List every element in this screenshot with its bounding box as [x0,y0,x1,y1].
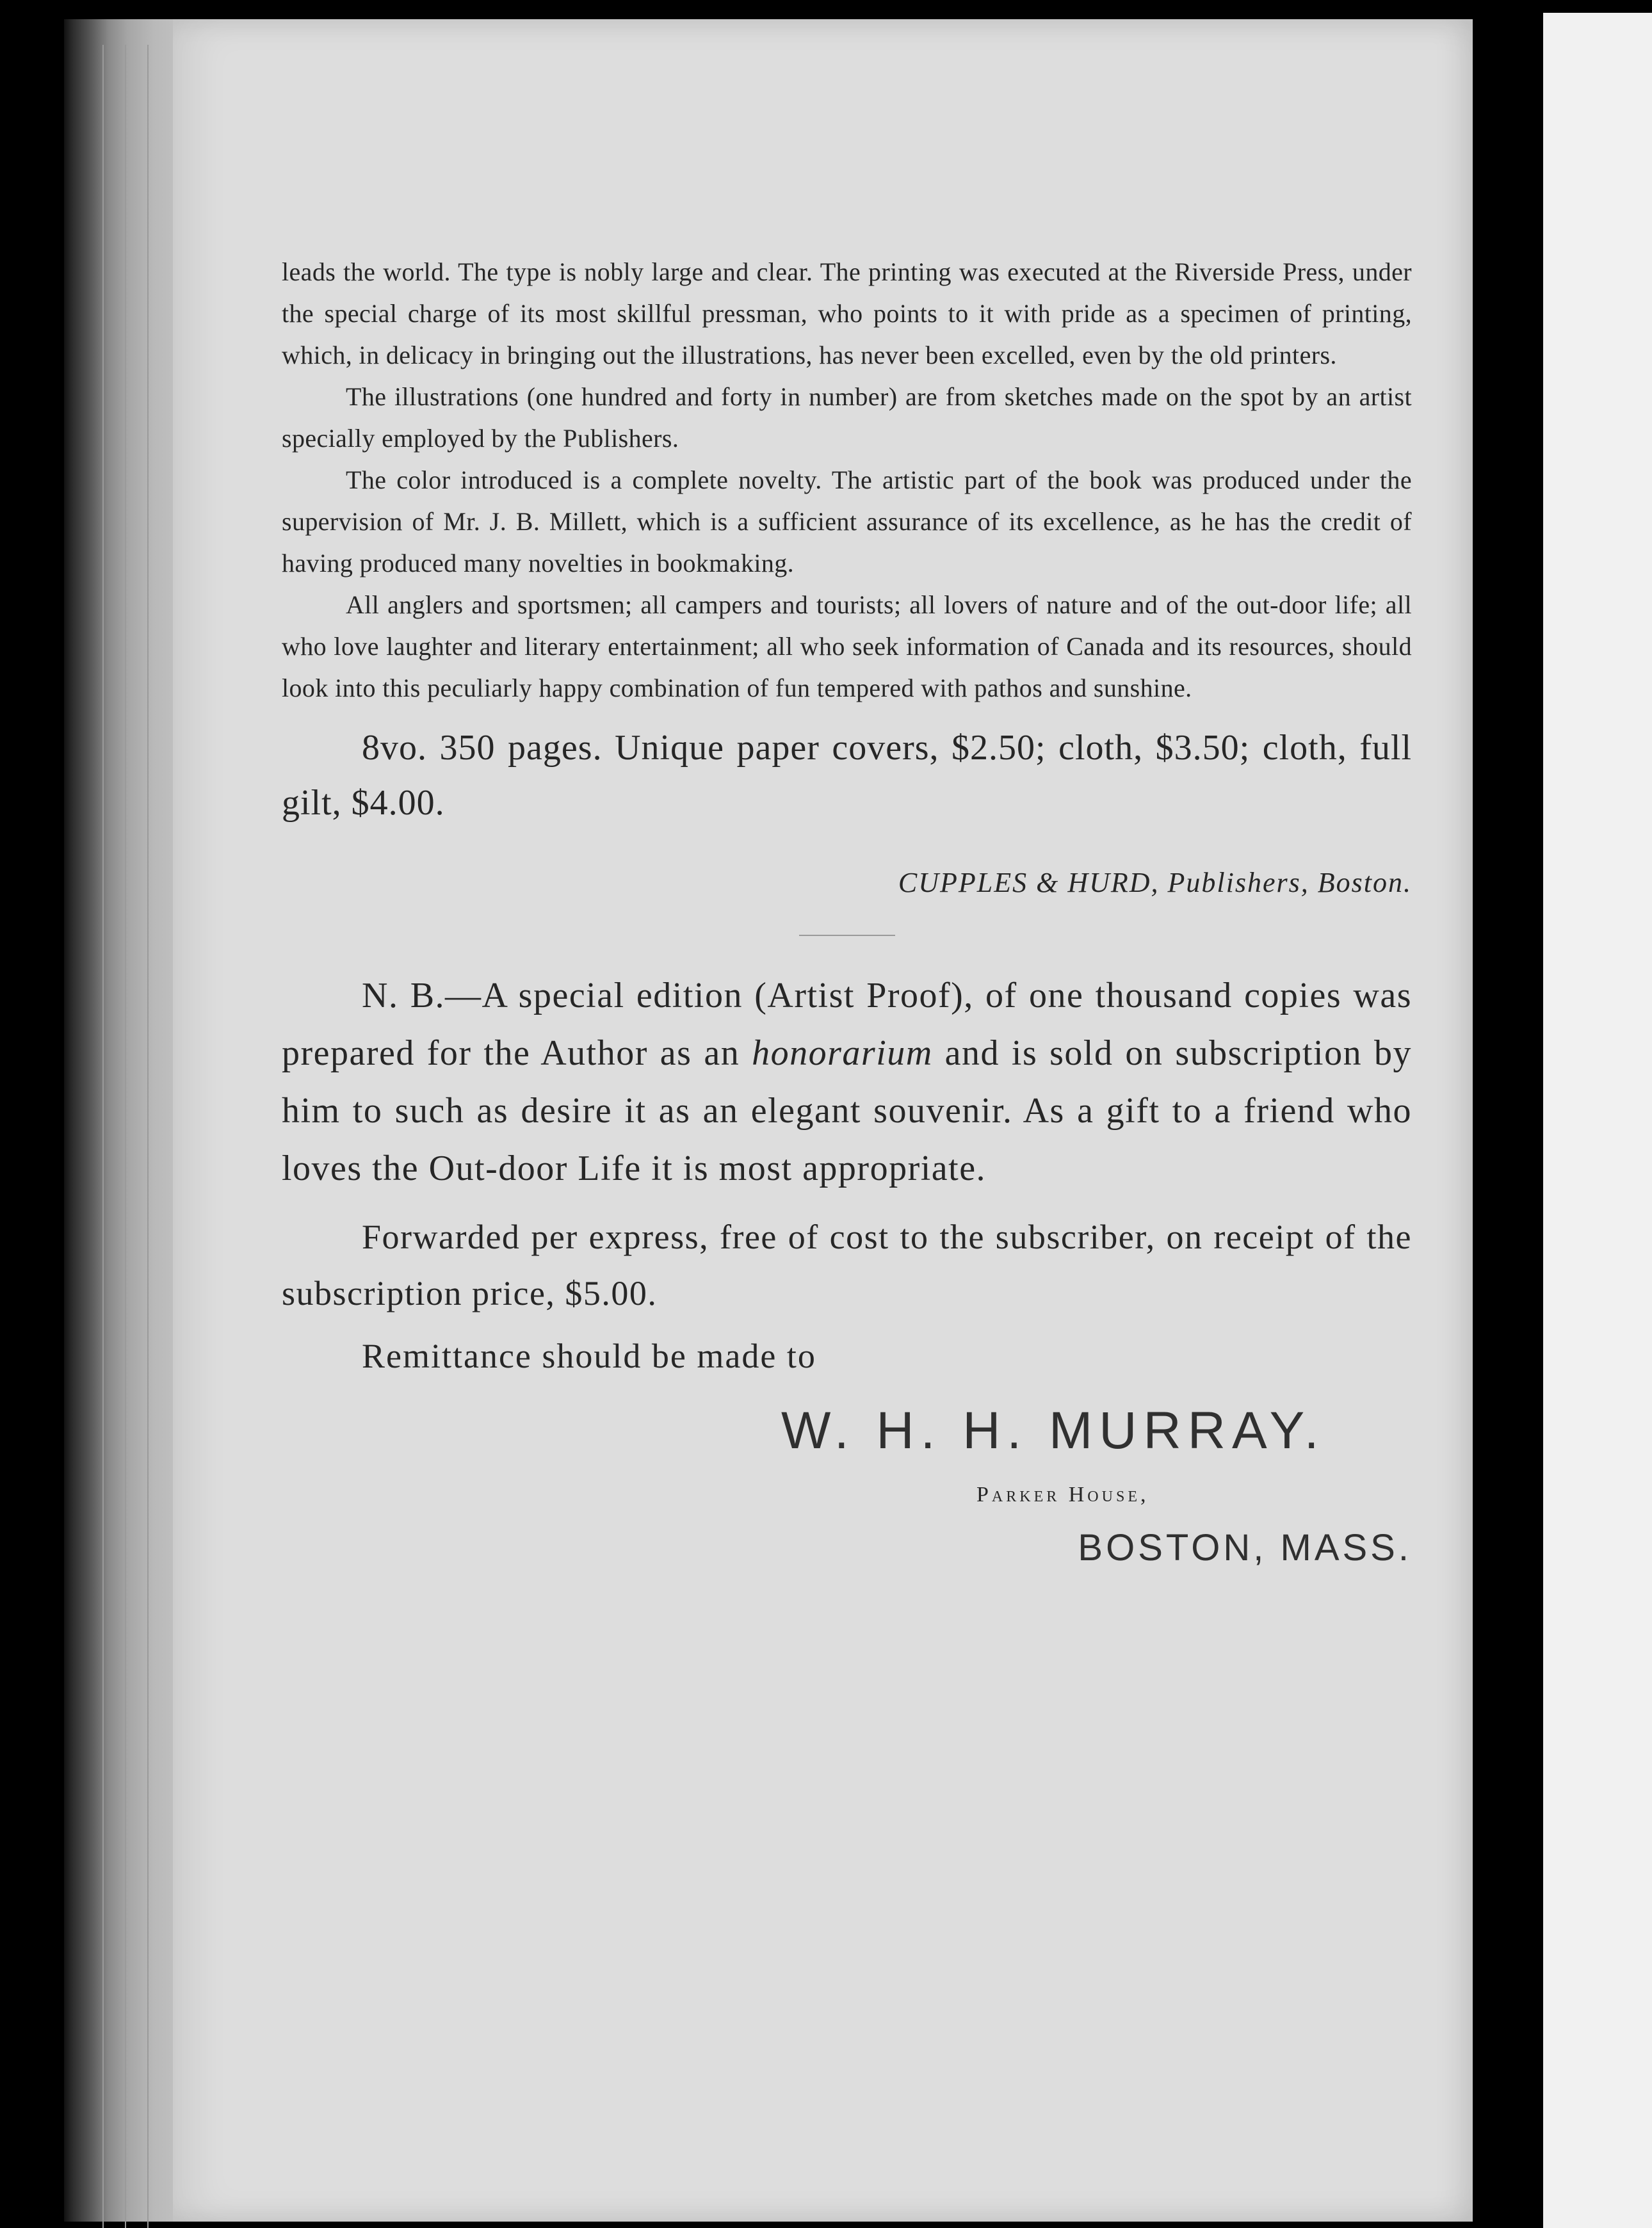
note-text-before: N. B.—A special edition (Artist Proof), of one thousand copies was prepared for the Author as an [282,976,1412,1073]
page-edge-line [125,45,126,2228]
signature-city: BOSTON, MASS. [1078,1527,1412,1569]
forwarding-note: Forwarded per express, free of cost to the subscriber, on receipt of the subscription price, $5.00. [282,1218,1412,1312]
remittance-note: Remittance should be made to [362,1337,816,1375]
signature-name: W. H. H. MURRAY. [781,1401,1325,1460]
description-paragraph: The color introduced is a complete novelty. The artistic part of the book was produced under the supervision of Mr. J. B. Millett, which is a sufficient assurance of its excellence, as he has the credit of having produced many novelties in bookmaking. [282,465,1412,577]
signature-address: Parker House, [976,1483,1149,1506]
note-emphasis: honorarium [752,1033,933,1073]
description-paragraph: leads the world. The type is nobly large and clear. The printing was executed at the Riverside Press, under the special charge of its most skillful pressman, who points to it with pride as a specimen of printing, which, in delicacy in bringing out the illustrations, has never been excelled, even by the old printers. [282,257,1412,369]
section-divider [799,935,895,936]
page-edge-line [147,45,149,2228]
facing-page-edge [1543,13,1652,2228]
special-edition-note [282,967,1412,1197]
description-paragraph: All anglers and sportsmen; all campers and tourists; all lovers of nature and of the out-door life; all who love laughter and literary entertainment; all who seek information of Canada and its resources, should look into this peculiarly happy combination of fun tempered with pathos and sunshine. [282,590,1412,702]
publisher-imprint: CUPPLES & HURD, Publishers, Boston. [898,867,1412,898]
description-paragraph: The illustrations (one hundred and forty in number) are from sketches made on the spot by an artist specially employed by the Publishers. [282,382,1412,453]
page-edge-line [102,45,104,2228]
note-text-after: and is sold on subscription by him to such as desire it as an elegant souvenir. As a gift to a friend who loves the Out-door Life it is most appropriate. [282,1033,1412,1188]
description-paragraphs [282,251,1412,709]
price-line: 8vo. 350 pages. Unique paper covers, $2.50; cloth, $3.50; cloth, full gilt, $4.00. [282,728,1412,823]
page-content [282,251,1412,1569]
